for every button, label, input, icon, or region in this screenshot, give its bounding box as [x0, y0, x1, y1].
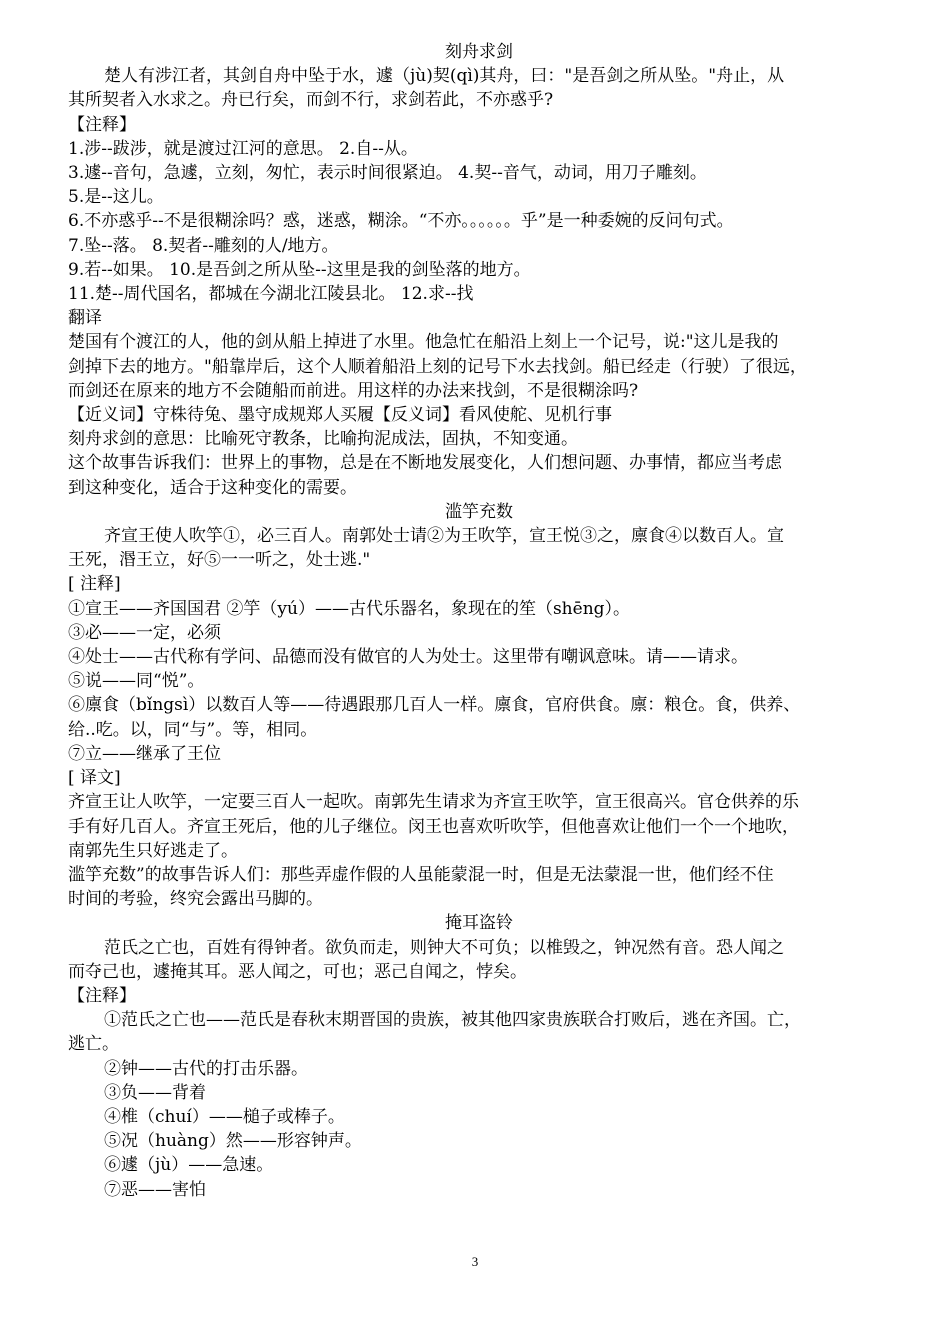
text-line: 【注释】: [68, 985, 136, 1006]
text-line: 逃亡。: [68, 1034, 119, 1055]
text-line: 【注释】: [68, 114, 136, 135]
text-line: ④椎（chuí）——槌子或棒子。: [104, 1106, 345, 1127]
text-line: 手有好几百人。齐宣王死后，他的儿子继位。闵王也喜欢听吹竽，但他喜欢让他们一个一个地吹，: [68, 816, 799, 837]
page-number: 3: [471, 1254, 479, 1269]
text-line: ②钟——古代的打击乐器。: [104, 1058, 308, 1079]
text-line: ③负——背着: [104, 1082, 206, 1103]
text-line: [ 注释]: [68, 574, 121, 595]
text-line: 【近义词】守株待兔、墨守成规郑人买履【反义词】看风使舵、见机行事: [68, 405, 612, 426]
section-title: 掩耳盗铃: [445, 913, 513, 934]
text-line: 给..吃。以，同“与”。等，相同。: [68, 719, 318, 740]
text-line: 9.若--如果。 10.是吾剑之所从坠--这里是我的剑坠落的地方。: [68, 259, 531, 280]
text-line: ③必——一定，必须: [68, 622, 221, 643]
text-line: [ 译文]: [68, 768, 121, 789]
text-line: 这个故事告诉我们：世界上的事物，总是在不断地发展变化，人们想问题、办事情，都应当考虑: [68, 453, 782, 474]
text-line: 齐宣王让人吹竽，一定要三百人一起吹。南郭先生请求为齐宣王吹竽，宣王很高兴。官仓供养的乐: [68, 792, 799, 813]
document-page: [68, 40, 890, 1202]
text-line: ⑦立——继承了王位: [68, 743, 221, 764]
text-line: 5.是--这儿。: [68, 187, 164, 208]
text-line: ⑥廪食（bǐngsì）以数百人等——待遇跟那几百人一样。廪食，官府供食。廪：粮仓。食，供养、: [68, 695, 801, 716]
text-line: 1.涉--跋涉，就是渡过江河的意思。 2.自--从。: [68, 138, 418, 159]
text-line: 而夺己也，遽掩其耳。恶人闻之，可也；恶己自闻之，悖矣。: [68, 961, 527, 982]
text-line: 7.坠--落。 8.契者--雕刻的人/地方。: [68, 235, 339, 256]
text-line: ⑦恶——害怕: [104, 1179, 206, 1200]
text-line: 南郭先生只好逃走了。: [68, 840, 238, 861]
text-line: ⑥遽（jù）——急速。: [104, 1155, 274, 1176]
text-line: ④处士——古代称有学问、品德而没有做官的人为处士。这里带有嘲讽意味。请——请求。: [68, 647, 748, 668]
text-line: 楚国有个渡江的人，他的剑从船上掉进了水里。他急忙在船沿上刻上一个记号，说:"这儿是我的: [68, 332, 779, 353]
text-line: 11.楚--周代国名，都城在今湖北江陵县北。 12.求--找: [68, 284, 474, 305]
text-line: 到这种变化，适合于这种变化的需要。: [68, 477, 357, 498]
text-line: ⑤况（huàng）然——形容钟声。: [104, 1131, 362, 1152]
text-line: ①宣王——齐国国君 ②竽（yú）——古代乐器名，象现在的笙（shēng）。: [68, 598, 631, 619]
section-title: 滥竽充数: [445, 501, 513, 522]
text-line: 剑掉下去的地方。"船靠岸后，这个人顺着船沿上刻的记号下水去找剑。船已经走（行驶）了很远，: [68, 356, 807, 377]
text-line: 时间的考验，终究会露出马脚的。: [68, 889, 323, 910]
text-line: 而剑还在原来的地方不会随船而前进。用这样的办法来找剑，不是很糊涂吗?: [68, 380, 639, 401]
section-title: 刻舟求剑: [445, 42, 513, 62]
text-line: 6.不亦惑乎--不是很糊涂吗？惑，迷惑，糊涂。“不亦。。。。。。乎”是一种委婉的反问句式。: [68, 211, 734, 232]
text-line: ⑤说——同“悦”。: [68, 671, 205, 692]
text-line: ①范氏之亡也——范氏是春秋末期晋国的贵族，被其他四家贵族联合打败后，逃在齐国。亡，: [104, 1010, 801, 1031]
text-line: 范氏之亡也，百姓有得钟者。欲负而走，则钟大不可负；以椎毁之，钟况然有音。恐人闻之: [104, 937, 784, 958]
text-line: 3.遽--音句，急遽，立刻，匆忙，表示时间很紧迫。 4.契--音气，动词，用刀子雕刻。: [68, 163, 707, 184]
text-line: 齐宣王使人吹竽①，必三百人。南郭处士请②为王吹竽，宣王悦③之，廪食④以数百人。宣: [104, 526, 784, 547]
text-line: 王死，湣王立，好⑤一一听之，处士逃.": [68, 550, 371, 571]
text-line: 其所契者入水求之。舟已行矣，而剑不行，求剑若此，不亦惑乎?: [68, 90, 554, 111]
text-line: 滥竽充数”的故事告诉人们：那些弄虚作假的人虽能蒙混一时，但是无法蒙混一世，他们经不住: [68, 864, 774, 885]
text-line: 楚人有涉江者，其剑自舟中坠于水，遽（jù)契(qì)其舟，曰："是吾剑之所从坠。"舟止，从: [104, 66, 785, 87]
text-line: 翻译: [68, 308, 102, 329]
text-line: 刻舟求剑的意思：比喻死守教条，比喻拘泥成法，固执，不知变通。: [68, 429, 578, 450]
